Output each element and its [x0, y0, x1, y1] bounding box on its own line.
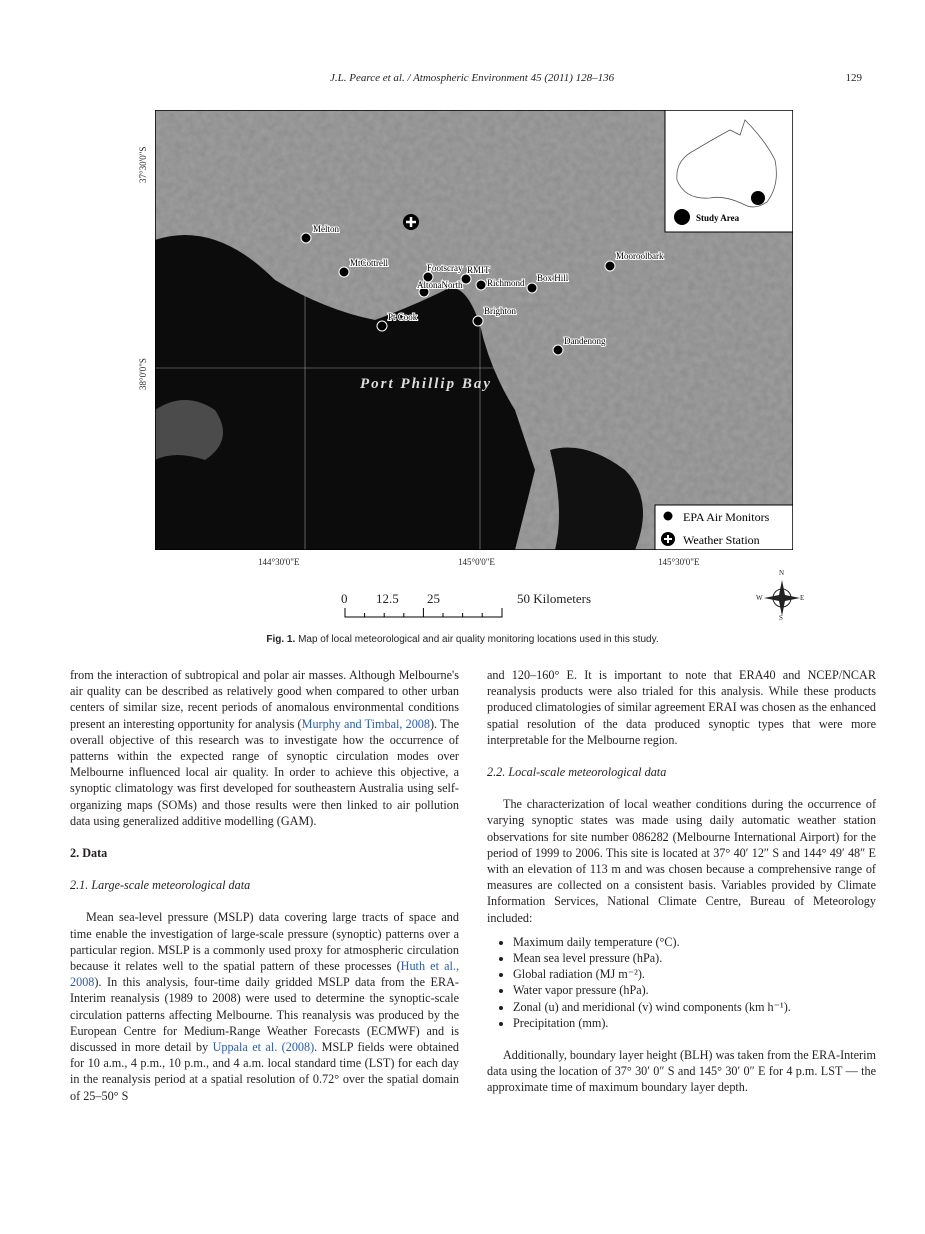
list-item: • Precipitation (mm). — [513, 1015, 876, 1031]
site-label: Brighton — [484, 306, 517, 316]
site-label: Melton — [313, 224, 339, 234]
study-area-map — [155, 110, 793, 550]
svg-text:EPA Air Monitors: EPA Air Monitors — [683, 510, 770, 524]
marker-melton — [301, 233, 311, 243]
site-label: Dandenong — [564, 336, 606, 346]
citation-link[interactable]: Murphy and Timbal, 2008 — [301, 716, 430, 731]
weather-station-marker — [403, 214, 419, 230]
site-label: RMIT — [467, 265, 490, 275]
lon-label: 145°0'0"E — [458, 557, 495, 567]
site-label: Mooroolbark — [616, 251, 664, 261]
citation-link[interactable]: Uppala et al. (2008) — [212, 1040, 315, 1055]
svg-text:Study Area: Study Area — [696, 213, 740, 223]
site-label: Footscray — [427, 263, 463, 273]
left-column: from the interaction of subtropical and polar air masses. Although Melbourne's air quality can be described as relatively good when compared to other urban centers of similar size, recent periods of anomalous environmental conditions present an interesting opportunity for analysis (Murphy and Timbal, 2008). The overall objective of this research was to investigate how the occurrence of patterns within the expected range of synoptic circulation modes over Melbourne influenced local air quality. In order to achieve this objective, a synoptic climatology was first developed for southeastern Australia using self-organizing maps (SOMs) and those results were then linked to air pollution data using generalized additive modelling (GAM). 2. Data 2.1. Large-scale meteorological data Mean sea-level pressure (MSLP) data covering large tracts of space and time enable the investigation of large-scale pressure (synoptic) patterns over a particular region. MSLP is a commonly used proxy for atmospheric circulation because it relates well to the spatial pattern of these processes (Huth et al., 2008). In this analysis, four-time daily gridded MSLP data from the ERA-Interim reanalysis (1989 to 2008) were used to determine the synoptic-scale circulation patterns affecting Melbourne. This reanalysis was produced by the European Centre for Medium-Range Weather Forecasts (ECMWF) and is discussed in more detail by Uppala et al. (2008). MSLP fields were obtained for 10 a.m., 4 p.m., 10 p.m., and 4 a.m. local standard time (LST) for each day in the reanalysis period at a spatial resolution of 0.72° over the spatial domain of 25–50° S — [70, 668, 459, 1103]
subsection-heading: 2.2. Local-scale meteorological data — [487, 765, 667, 780]
page-number: 129 — [845, 72, 862, 84]
list-item: • Maximum daily temperature (°C). — [513, 934, 876, 950]
right-column: and 120–160° E. It is important to note that ERA40 and NCEP/NCAR reanalysis products were also trialed for this analysis. While these products produced climatologies of similar agreement ERAI was chosen as the enhanced spatial resolution of the data produced synoptic types that were more interpretable for the Melbourne region. 2.2. Local-scale meteorological data The characterization of local weather conditions during the occurrence of varying synoptic states was made using daily automatic weather station observations for site number 086282 (Melbourne International Airport) for the period of 1999 to 2006. This site is located at 37° 40′ 12″ S and 144° 49′ 48″ E with an elevation of 113 m and was chosen because a comprehensive range of measures are collected on a consistent basis. Variables provided by Climate Information Services, National Climate Centre, Bureau of Meteorology included: • Maximum daily temperature (°C). • Mean sea level pressure (hPa). • Global radiation (MJ m⁻²). • Water vapor pressure (hPa). • Zonal (u) and meridional (v) wind components (km h⁻¹). • Precipitation (mm). Additionally, boundary layer height (BLH) was taken from the ERA-Interim data using the location of 37° 30′ 0″ S and 145° 30′ 0″ E for 4 p.m. LST — the approximate time of maximum boundary layer depth. — [487, 667, 876, 1096]
bay-label: Port Phillip Bay — [360, 376, 493, 392]
site-label: Richmond — [487, 278, 525, 288]
citation-link[interactable]: Huth et al., 2008 — [70, 959, 459, 990]
lat-label: 37°30'0"S — [138, 146, 148, 183]
site-label: Box Hill — [537, 273, 569, 283]
subsection-heading: 2.1. Large-scale meteorological data — [70, 878, 251, 893]
list-item: • Mean sea level pressure (hPa). — [513, 950, 876, 966]
site-label: Pt Cook — [388, 312, 418, 322]
section-heading: 2. Data — [70, 846, 108, 861]
lat-label: 38°0'0"S — [138, 358, 148, 390]
lon-label: 144°30'0"E — [258, 557, 300, 567]
lon-label: 145°30'0"E — [658, 557, 700, 567]
site-label: AltonaNorth — [417, 280, 463, 290]
list-item: • Global radiation (MJ m⁻²). — [513, 966, 876, 982]
inset-australia-map — [665, 110, 793, 232]
list-item: • Zonal (u) and meridional (v) wind components (km h⁻¹). — [513, 999, 876, 1015]
running-title: J.L. Pearce et al. / Atmospheric Environment 45 (2011) 128–136 — [330, 72, 615, 84]
paper-page: J.L. Pearce et al. / Atmospheric Environment 45 (2011) 128–136 129 Port Phillip Bay Melton MtCottrell Footscray RMIT AltonaNorth Richmond Box Hill Mooroolbark Brighton Pt Cook Dandenong Study Area EPA Air Monitors Weather Station 37°30'0"S 38°0'0"S 144°30'0"E 145°0'0"E 145°30'0"E 0 12.5 25 50 Kilometers N E S W Fig. 1. Map of local meteorological and air quality monitoring locations used in this study. from the interaction of subtropical and polar air masses. Although Melbourne's air quality can be described as relatively good when compared to other urban centers of similar size, recent periods of anomalous environmental conditions present an interesting opportunity for analysis (Murphy and Timbal, 2008). The overall objective of this research was to investigate how the occurrence of patterns within the expected range of synoptic circulation modes over Melbourne influenced local air quality. In order to achieve this objective, a synoptic climatology was first developed for southeastern Australia using self-organizing maps (SOMs) and those results were then linked to air pollution data using generalized additive modelling (GAM). 2. Data 2.1. Large-scale meteorological data Mean sea-level pressure (MSLP) data covering large tracts of space and time enable the investigation of large-scale pressure (synoptic) patterns over a particular region. MSLP is a commonly used proxy for atmospheric circulation because it relates well to the spatial pattern of these processes (Huth et al., 2008). In this analysis, four-time daily gridded MSLP data from the ERA-Interim reanalysis (1989 to 2008) were used to determine the synoptic-scale circulation patterns affecting Melbourne. This reanalysis was produced by the European Centre for Medium-Range Weather Forecasts (ECMWF) and is discussed in more detail by Uppala et al. (2008). MSLP fields were obtained for 10 a.m., 4 p.m., 10 p.m., and 4 a.m. local standard time (LST) for each day in the reanalysis period at a spatial resolution of 0.72° over the spatial domain of 25–50° S and 120–160° E. It is important to note that ERA40 and NCEP/NCAR reanalysis products were also trialed for this analysis. While these products produced climatologies of similar agreement ERAI was chosen as the enhanced spatial resolution of the data produced synoptic types that were more interpretable for the Melbourne region. 2.2. Local-scale meteorological data The characterization of local weather conditions during the occurrence of varying synoptic states was made using daily automatic weather station observations for site number 086282 (Melbourne International Airport) for the period of 1999 to 2006. This site is located at 37° 40′ 12″ S and 144° 49′ 48″ E with an elevation of 113 m and was chosen because a comprehensive range of measures are collected on a consistent basis. Variables provided by Climate Information Services, National Climate Centre, Bureau of Meteorology included: • Maximum daily temperature (°C). • Mean sea level pressure (hPa). • Global radiation (MJ m⁻²). • Water vapor pressure (hPa). • Zonal (u) and meridional (v) wind components (km h⁻¹). • Precipitation (mm). Additionally, boundary layer height (BLH) was taken from the ERA-Interim data using the location of 37° 30′ 0″ S and 145° 30′ 0″ E for 4 p.m. LST — the approximate time of maximum boundary layer depth. — [0, 0, 925, 1234]
variable-list — [487, 934, 876, 1031]
svg-text:Weather Station: Weather Station — [683, 533, 760, 547]
site-label: MtCottrell — [350, 258, 388, 268]
map-legend — [655, 505, 793, 550]
list-item: • Water vapor pressure (hPa). — [513, 982, 876, 998]
figure-caption: Fig. 1. Map of local meteorological and air quality monitoring locations used in this study. — [266, 634, 659, 645]
